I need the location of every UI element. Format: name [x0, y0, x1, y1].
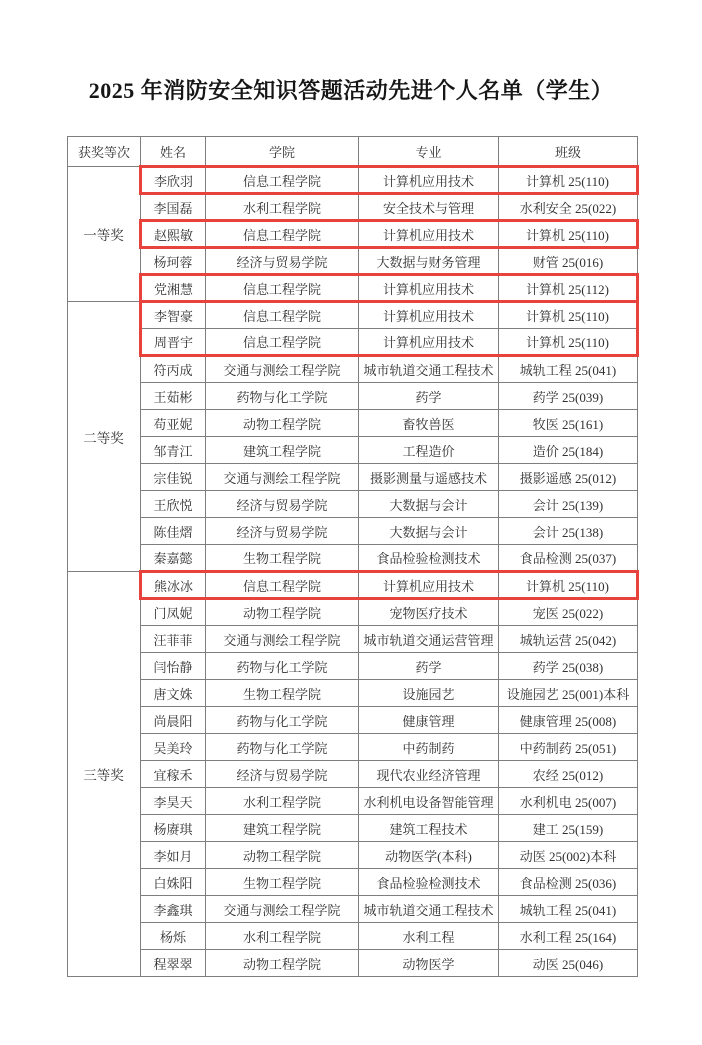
cell-class: 摄影遥感 25(012)	[499, 464, 638, 491]
table-row	[68, 572, 638, 599]
cell-class: 城轨工程 25(041)	[499, 896, 638, 923]
cell-class: 农经 25(012)	[499, 761, 638, 788]
cell-college: 交通与测绘工程学院	[206, 626, 359, 653]
table-row	[68, 167, 638, 194]
cell-college: 生物工程学院	[206, 680, 359, 707]
table-row	[68, 518, 638, 545]
table-row	[68, 869, 638, 896]
cell-class: 造价 25(184)	[499, 437, 638, 464]
cell-college: 信息工程学院	[206, 329, 359, 356]
cell-name: 李智豪	[141, 302, 206, 329]
cell-college: 动物工程学院	[206, 599, 359, 626]
table-row	[68, 707, 638, 734]
cell-name: 党湘慧	[141, 275, 206, 302]
cell-major: 宠物医疗技术	[359, 599, 499, 626]
table-row	[68, 815, 638, 842]
table-row	[68, 761, 638, 788]
cell-major: 计算机应用技术	[359, 221, 499, 248]
cell-name: 王茹彬	[141, 383, 206, 410]
table-row	[68, 248, 638, 275]
table-row	[68, 680, 638, 707]
cell-class: 动医 25(046)	[499, 950, 638, 977]
cell-name: 白姝阳	[141, 869, 206, 896]
cell-college: 水利工程学院	[206, 788, 359, 815]
cell-major: 健康管理	[359, 707, 499, 734]
cell-class: 动医 25(002)本科	[499, 842, 638, 869]
cell-major: 水利工程	[359, 923, 499, 950]
cell-name: 吴美玲	[141, 734, 206, 761]
cell-major: 水利机电设备智能管理	[359, 788, 499, 815]
award-group-label: 三等奖	[68, 572, 141, 977]
table-row	[68, 599, 638, 626]
cell-name: 李昊天	[141, 788, 206, 815]
cell-name: 符丙成	[141, 356, 206, 383]
cell-major: 动物医学(本科)	[359, 842, 499, 869]
cell-major: 大数据与财务管理	[359, 248, 499, 275]
cell-major: 现代农业经济管理	[359, 761, 499, 788]
cell-major: 畜牧兽医	[359, 410, 499, 437]
cell-name: 王欣悦	[141, 491, 206, 518]
page-title: 2025 年消防安全知识答题活动先进个人名单（学生）	[88, 78, 614, 103]
cell-college: 建筑工程学院	[206, 437, 359, 464]
cell-name: 陈佳熠	[141, 518, 206, 545]
cell-class: 水利工程 25(164)	[499, 923, 638, 950]
cell-major: 动物医学	[359, 950, 499, 977]
cell-college: 动物工程学院	[206, 950, 359, 977]
cell-college: 信息工程学院	[206, 221, 359, 248]
cell-college: 经济与贸易学院	[206, 248, 359, 275]
cell-college: 信息工程学院	[206, 572, 359, 599]
table-row	[68, 626, 638, 653]
cell-college: 交通与测绘工程学院	[206, 356, 359, 383]
cell-name: 尚晨阳	[141, 707, 206, 734]
col-header-award: 获奖等次	[68, 137, 141, 167]
cell-name: 李国磊	[141, 194, 206, 221]
cell-class: 财管 25(016)	[499, 248, 638, 275]
table-row	[68, 194, 638, 221]
cell-college: 信息工程学院	[206, 167, 359, 194]
cell-name: 汪菲菲	[141, 626, 206, 653]
cell-class: 计算机 25(110)	[499, 167, 638, 194]
cell-class: 药学 25(039)	[499, 383, 638, 410]
cell-major: 药学	[359, 383, 499, 410]
table-row	[68, 653, 638, 680]
awards-table-wrapper	[67, 136, 639, 977]
cell-college: 药物与化工学院	[206, 734, 359, 761]
cell-class: 城轨工程 25(041)	[499, 356, 638, 383]
table-row	[68, 950, 638, 977]
cell-major: 设施园艺	[359, 680, 499, 707]
table-row	[68, 275, 638, 302]
cell-major: 计算机应用技术	[359, 329, 499, 356]
cell-college: 生物工程学院	[206, 869, 359, 896]
table-row	[68, 410, 638, 437]
cell-college: 生物工程学院	[206, 545, 359, 572]
cell-class: 计算机 25(110)	[499, 221, 638, 248]
table-row	[68, 437, 638, 464]
cell-class: 计算机 25(110)	[499, 329, 638, 356]
cell-class: 宠医 25(022)	[499, 599, 638, 626]
cell-name: 李如月	[141, 842, 206, 869]
cell-college: 经济与贸易学院	[206, 518, 359, 545]
cell-college: 药物与化工学院	[206, 383, 359, 410]
cell-class: 设施园艺 25(001)本科	[499, 680, 638, 707]
col-header-college: 学院	[206, 137, 359, 167]
table-row	[68, 842, 638, 869]
cell-class: 牧医 25(161)	[499, 410, 638, 437]
col-header-major: 专业	[359, 137, 499, 167]
cell-name: 杨赓琪	[141, 815, 206, 842]
cell-major: 大数据与会计	[359, 491, 499, 518]
cell-name: 苟亚妮	[141, 410, 206, 437]
cell-name: 熊冰冰	[141, 572, 206, 599]
cell-class: 水利机电 25(007)	[499, 788, 638, 815]
cell-major: 食品检验检测技术	[359, 545, 499, 572]
cell-class: 建工 25(159)	[499, 815, 638, 842]
table-row	[68, 491, 638, 518]
cell-name: 门凤妮	[141, 599, 206, 626]
cell-name: 邹青江	[141, 437, 206, 464]
cell-major: 中药制药	[359, 734, 499, 761]
cell-name: 唐文姝	[141, 680, 206, 707]
cell-class: 健康管理 25(008)	[499, 707, 638, 734]
cell-college: 交通与测绘工程学院	[206, 464, 359, 491]
cell-name: 秦嘉懿	[141, 545, 206, 572]
cell-name: 宗佳锐	[141, 464, 206, 491]
cell-college: 信息工程学院	[206, 275, 359, 302]
col-header-name: 姓名	[141, 137, 206, 167]
cell-class: 食品检测 25(037)	[499, 545, 638, 572]
table-row	[68, 383, 638, 410]
cell-class: 城轨运营 25(042)	[499, 626, 638, 653]
cell-class: 食品检测 25(036)	[499, 869, 638, 896]
cell-major: 工程造价	[359, 437, 499, 464]
cell-name: 周晋宇	[141, 329, 206, 356]
cell-class: 计算机 25(112)	[499, 275, 638, 302]
cell-college: 药物与化工学院	[206, 707, 359, 734]
table-row	[68, 923, 638, 950]
cell-major: 药学	[359, 653, 499, 680]
cell-class: 会计 25(139)	[499, 491, 638, 518]
cell-college: 信息工程学院	[206, 302, 359, 329]
cell-major: 城市轨道交通运营管理	[359, 626, 499, 653]
table-row	[68, 329, 638, 356]
table-row	[68, 356, 638, 383]
header-row	[68, 137, 638, 167]
cell-class: 计算机 25(110)	[499, 572, 638, 599]
cell-class: 水利安全 25(022)	[499, 194, 638, 221]
cell-name: 李鑫琪	[141, 896, 206, 923]
cell-college: 药物与化工学院	[206, 653, 359, 680]
col-header-class: 班级	[499, 137, 638, 167]
cell-name: 程翠翠	[141, 950, 206, 977]
cell-name: 赵熙敏	[141, 221, 206, 248]
cell-major: 摄影测量与遥感技术	[359, 464, 499, 491]
cell-college: 交通与测绘工程学院	[206, 896, 359, 923]
cell-major: 大数据与会计	[359, 518, 499, 545]
cell-name: 杨烁	[141, 923, 206, 950]
cell-college: 经济与贸易学院	[206, 761, 359, 788]
cell-college: 动物工程学院	[206, 842, 359, 869]
cell-major: 城市轨道交通工程技术	[359, 896, 499, 923]
cell-major: 城市轨道交通工程技术	[359, 356, 499, 383]
table-row	[68, 545, 638, 572]
cell-name: 闫怡静	[141, 653, 206, 680]
cell-college: 水利工程学院	[206, 194, 359, 221]
table-row	[68, 302, 638, 329]
award-group-label: 一等奖	[68, 167, 141, 302]
cell-class: 会计 25(138)	[499, 518, 638, 545]
cell-class: 药学 25(038)	[499, 653, 638, 680]
cell-major: 计算机应用技术	[359, 572, 499, 599]
cell-class: 中药制药 25(051)	[499, 734, 638, 761]
cell-major: 计算机应用技术	[359, 167, 499, 194]
cell-class: 计算机 25(110)	[499, 302, 638, 329]
cell-college: 建筑工程学院	[206, 815, 359, 842]
awards-table	[67, 136, 639, 977]
cell-college: 经济与贸易学院	[206, 491, 359, 518]
cell-major: 计算机应用技术	[359, 302, 499, 329]
cell-major: 食品检验检测技术	[359, 869, 499, 896]
cell-name: 宜稼禾	[141, 761, 206, 788]
table-row	[68, 221, 638, 248]
cell-college: 水利工程学院	[206, 923, 359, 950]
table-row	[68, 896, 638, 923]
award-group-label: 二等奖	[68, 302, 141, 572]
cell-name: 杨珂蓉	[141, 248, 206, 275]
table-row	[68, 734, 638, 761]
table-row	[68, 464, 638, 491]
cell-major: 计算机应用技术	[359, 275, 499, 302]
table-row	[68, 788, 638, 815]
cell-major: 建筑工程技术	[359, 815, 499, 842]
cell-major: 安全技术与管理	[359, 194, 499, 221]
cell-name: 李欣羽	[141, 167, 206, 194]
cell-college: 动物工程学院	[206, 410, 359, 437]
